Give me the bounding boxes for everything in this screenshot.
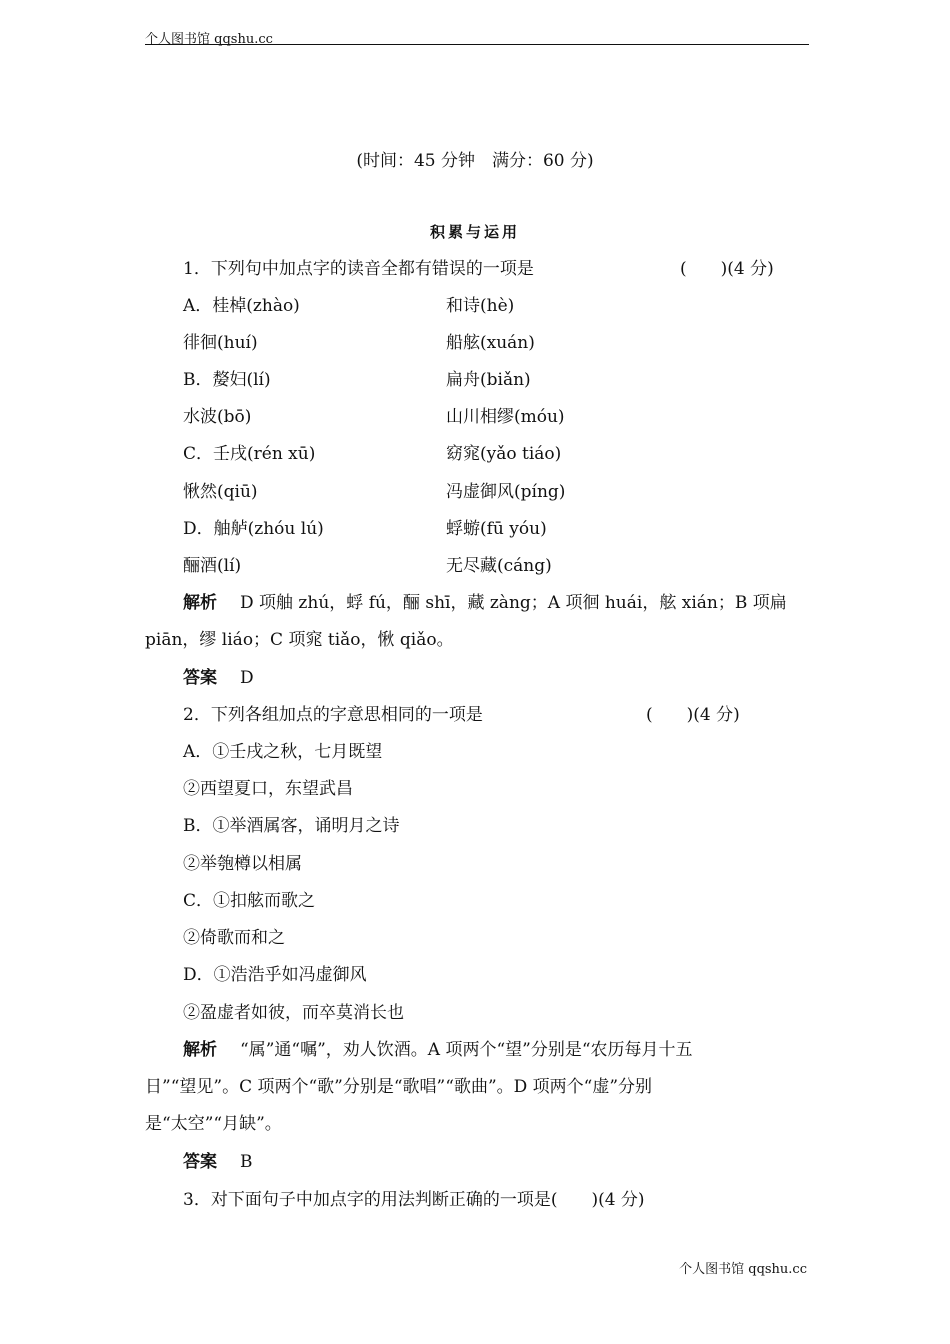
q2-option: ②盈虚者如彼，而卒莫消长也 xyxy=(183,1003,404,1023)
q3-stem: 3．对下面句子中加点字的用法判断正确的一项是( )(4 分) xyxy=(183,1190,645,1210)
page-header: 个人图书馆 qqshu.cc xyxy=(145,32,273,47)
q1-option: 山川相缪(móu) xyxy=(446,407,565,427)
q1-analysis-text: piān，缪 liáo；C 项窕 tiǎo，愀 qiǎo。 xyxy=(145,630,454,650)
q1-option: A．桂棹(zhào) xyxy=(183,296,300,316)
q2-score: ( )(4 分) xyxy=(646,705,740,725)
q1-analysis-text: D 项舳 zhú，蜉 fú，酾 shī，藏 zàng；A 项徊 huái，舷 xián；B 项扁 xyxy=(240,593,787,613)
page-footer: 个人图书馆 qqshu.cc xyxy=(679,1262,807,1277)
q2-option: B．①举酒属客，诵明月之诗 xyxy=(183,816,400,836)
q1-analysis-label: 解析 xyxy=(183,593,217,613)
q1-answer-label: 答案 xyxy=(183,668,217,688)
section-title: 积累与运用 xyxy=(429,223,520,241)
q1-option: 船舷(xuán) xyxy=(446,333,535,353)
q1-answer: D xyxy=(240,668,254,688)
q2-answer: B xyxy=(240,1152,253,1172)
q2-option: ②举匏樽以相属 xyxy=(183,854,302,874)
q1-option: 无尽藏(cáng) xyxy=(446,556,552,576)
q1-option: 窈窕(yǎo tiáo) xyxy=(446,444,562,464)
q2-option: ②西望夏口，东望武昌 xyxy=(183,779,353,799)
q2-analysis-text: “属”通“嘱”，劝人饮酒。A 项两个“望”分别是“农历每月十五 xyxy=(240,1040,693,1060)
q2-analysis-text: 是“太空”“月缺”。 xyxy=(145,1114,282,1134)
q2-answer-label: 答案 xyxy=(183,1152,217,1172)
header-rule xyxy=(145,44,809,45)
q1-stem: 1．下列句中加点字的读音全都有错误的一项是 xyxy=(183,259,534,279)
q1-option: 扁舟(biǎn) xyxy=(446,370,531,390)
q1-option: 酾酒(lí) xyxy=(183,556,242,576)
q1-option: 水波(bō) xyxy=(183,407,252,427)
q1-option: 愀然(qiū) xyxy=(183,482,258,502)
q1-option: B．嫠妇(lí) xyxy=(183,370,271,390)
q2-analysis-label: 解析 xyxy=(183,1040,217,1060)
q1-option: 蜉蝣(fū yóu) xyxy=(446,519,547,539)
q2-option: A．①壬戌之秋，七月既望 xyxy=(183,742,383,762)
q2-option: C．①扣舷而歌之 xyxy=(183,891,316,911)
q2-analysis-text: 日”“望见”。C 项两个“歌”分别是“歌唱”“歌曲”。D 项两个“虚”分别 xyxy=(145,1077,653,1097)
q1-option: 冯虚御风(píng) xyxy=(446,482,566,502)
q1-option: C．壬戌(rén xū) xyxy=(183,444,316,464)
q2-option: D．①浩浩乎如冯虚御风 xyxy=(183,965,367,985)
q1-option: 徘徊(huí) xyxy=(183,333,258,353)
time-line: (时间：45 分钟 满分：60 分) xyxy=(356,151,594,171)
q2-option: ②倚歌而和之 xyxy=(183,928,285,948)
q1-option: 和诗(hè) xyxy=(446,296,515,316)
q1-option: D．舳舻(zhóu lú) xyxy=(183,519,324,539)
q1-score: ( )(4 分) xyxy=(680,259,774,279)
q2-stem: 2．下列各组加点的字意思相同的一项是 xyxy=(183,705,483,725)
